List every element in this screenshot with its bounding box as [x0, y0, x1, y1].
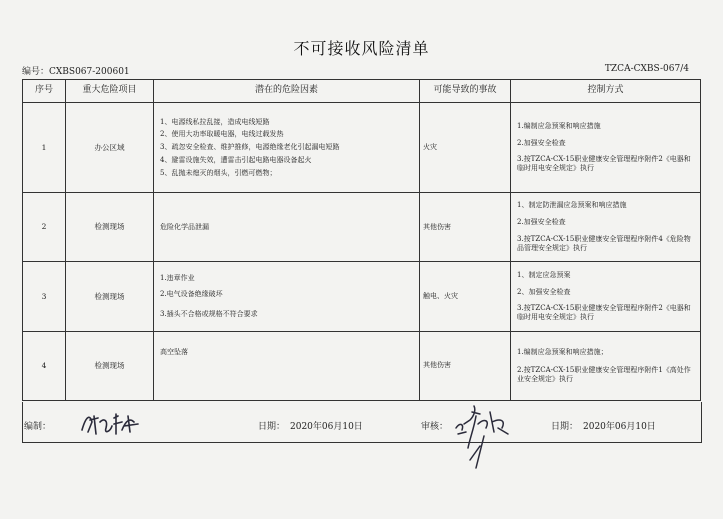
row-number: 1 [23, 103, 66, 193]
row-number: 2 [23, 192, 66, 261]
control-line: 1.编制应急预案和响应措施； [517, 347, 608, 356]
hazard-line: 5、乱抛未熄灭的烟头，引燃可燃物； [160, 168, 277, 177]
table-row [23, 192, 701, 261]
row-accident: 其他伤害 [420, 192, 511, 261]
row-controls [511, 103, 701, 193]
editor-signature [78, 408, 142, 438]
hazard-line: 3、疏忽安全检查、维护推修，电源绝缘老化引起漏电短路 [160, 143, 340, 152]
hazard-line: 高空坠落 [160, 347, 188, 356]
table-row [23, 262, 701, 331]
risk-table [22, 79, 701, 401]
row-item: 检测现场 [66, 192, 154, 261]
control-line: 3.按TZCA-CX-15职业健康安全管理程序附件2《电器和临时用电安全规定》执行 [517, 304, 691, 322]
row-controls [511, 262, 701, 331]
hazard-line: 2.电气设备绝缘破坏 [160, 289, 223, 298]
row-accident: 其他伤害 [420, 331, 511, 400]
hazard-line: 1.违章作业 [160, 274, 195, 283]
row-number: 4 [23, 331, 66, 400]
control-line: 2.加强安全检查 [517, 138, 566, 147]
header-item: 重大危险项目 [66, 80, 154, 103]
document-number: 编号：CXBS067-200601 [22, 67, 130, 77]
row-controls [511, 331, 701, 400]
row-number: 3 [23, 262, 66, 331]
row-hazards [154, 262, 420, 331]
row-controls [511, 192, 701, 261]
control-line: 1.编制应急预案和响应措施 [517, 121, 601, 130]
hazard-line: 1、电源线私拉乱接，造成电线短路 [160, 117, 270, 126]
row-accident: 触电、火灾 [420, 262, 511, 331]
table-row [23, 103, 701, 193]
control-line: 2.加强安全检查 [517, 218, 566, 227]
editor-label: 编制： [24, 422, 52, 432]
form-number: TZCA-CXBS-067/4 [604, 64, 689, 74]
review-label: 审核： [421, 422, 449, 432]
row-item: 办公区域 [66, 103, 154, 193]
hazard-line: 4、避雷设施失效，遭雷击引起电路电器设备起火 [160, 155, 312, 164]
row-accident: 火灾 [420, 103, 511, 193]
table-header-row [23, 80, 701, 103]
hazard-line: 3.插头不合格或规格不符合要求 [160, 309, 258, 318]
date1-label: 日期： [258, 422, 286, 432]
hazard-line: 危险化学品泄漏 [160, 222, 209, 231]
control-line: 1、制定防泄漏应急预案和响应措施 [517, 201, 627, 210]
table-row [23, 331, 701, 400]
page-title: 不可接收风险清单 [293, 39, 430, 58]
reviewer-signature [450, 398, 518, 474]
row-item: 检测现场 [66, 262, 154, 331]
hazard-line: 2、使用大功率取暖电器，电线过载发热 [160, 130, 284, 139]
header-accident: 可能导致的事故 [420, 80, 511, 103]
header-no: 序号 [23, 80, 66, 103]
date1-value: 2020年06月10日 [290, 422, 363, 432]
control-line: 3.按TZCA-CX-15职业健康安全管理程序附件2《电器和临时用电安全规定》执行 [517, 155, 691, 173]
header-controls: 控制方式 [511, 80, 701, 103]
header-hazards: 潜在的危险因素 [154, 80, 420, 103]
control-line: 2、加强安全检查 [517, 287, 571, 296]
control-line: 3.按TZCA-CX-15职业健康安全管理程序附件4《危险物品管理安全规定》执行 [517, 234, 691, 252]
control-line: 1、制定应急预案 [517, 270, 571, 279]
row-hazards [154, 331, 420, 400]
control-line: 2.按TZCA-CX-15职业健康安全管理程序附件1《高处作业安全规定》执行 [517, 366, 691, 384]
row-hazards [154, 192, 420, 261]
date2-label: 日期： [551, 422, 579, 432]
row-hazards [154, 103, 420, 193]
row-item: 检测现场 [66, 331, 154, 400]
date2-value: 2020年06月10日 [583, 422, 656, 432]
